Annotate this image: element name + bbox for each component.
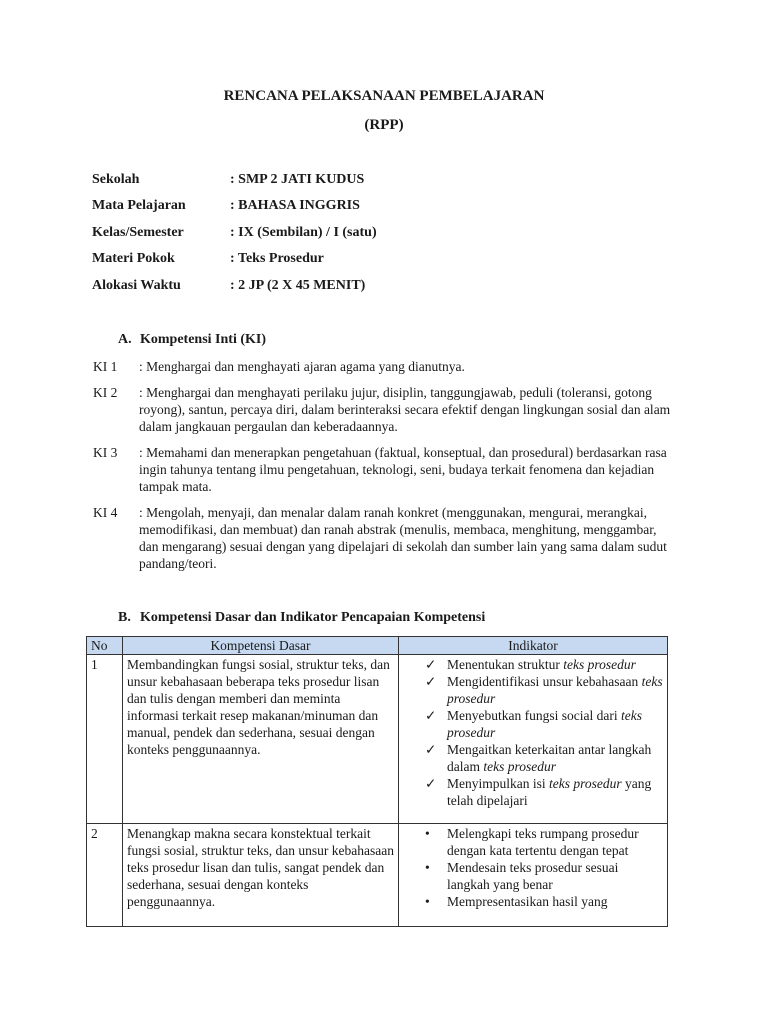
indicator-list	[403, 825, 663, 910]
document-subtitle: (RPP)	[364, 117, 404, 133]
bullet-icon: •	[425, 894, 430, 909]
indicator-item: ✓ Mengidentifikasi unsur kebahasaan teks prosedur	[425, 674, 663, 706]
header-no: No	[87, 637, 123, 655]
bullet-icon: •	[425, 826, 430, 841]
indicator-cell	[399, 824, 668, 927]
indicator-item: ✓ Menentukan struktur teks prosedur	[425, 657, 636, 672]
info-value: : SMP 2 JATI KUDUS	[230, 172, 365, 187]
check-icon: ✓	[425, 674, 437, 689]
ki-code: KI 2	[93, 385, 118, 400]
info-label: Kelas/Semester	[92, 225, 184, 240]
info-row-time	[92, 278, 365, 294]
section-letter: A.	[118, 332, 132, 347]
competency-table	[86, 636, 668, 927]
ki-text: : Memahami dan menerapkan pengetahuan (faktual, konseptual, dan prosedural) berdasarkan rasa ingin tahunya tentang ilmu pengetahuan, teknologi, seni, budaya terkait fenomena dan kejadian tampak mata.	[139, 445, 667, 494]
ki-code: KI 4	[93, 505, 118, 520]
info-row-subject	[92, 198, 360, 214]
indicator-item: • Mempresentasikan hasil yang	[425, 894, 608, 909]
header-kompetensi-dasar: Kompetensi Dasar	[123, 637, 399, 655]
ki-code: KI 1	[93, 359, 118, 374]
indicator-item: ✓ Mengaitkan keterkaitan antar langkah dalam teks prosedur	[425, 742, 652, 774]
section-a-heading	[118, 332, 266, 348]
ki-item	[93, 504, 673, 572]
section-title: Kompetensi Dasar dan Indikator Pencapaian Kompetensi	[140, 610, 486, 625]
bullet-icon: •	[425, 860, 430, 875]
info-value: : Teks Prosedur	[230, 251, 324, 266]
info-value: : BAHASA INGGRIS	[230, 198, 360, 213]
indicator-item: ✓ Menyebutkan fungsi social dari teks prosedur	[425, 708, 642, 740]
indicator-list	[403, 656, 663, 809]
ki-item	[93, 358, 673, 375]
info-label: Sekolah	[92, 172, 140, 187]
table-row	[87, 655, 668, 824]
ki-text: : Mengolah, menyaji, dan menalar dalam ranah konkret (menggunakan, mengurai, merangkai, memodifikasi, dan membuat) dan ranah abstrak (menulis, membaca, menghitung, menggambar, dan mengarang) sesuai dengan yang dipelajari di sekolah dan sumber lain yang sama dalam sudut pandang/teori.	[139, 505, 667, 571]
indicator-item: • Mendesain teks prosedur sesuai langkah yang benar	[425, 860, 619, 892]
row-number: 1	[87, 655, 123, 824]
indicator-cell	[399, 655, 668, 824]
table-header-row	[87, 637, 668, 655]
check-icon: ✓	[425, 742, 437, 757]
section-letter: B.	[118, 610, 131, 625]
header-indikator: Indikator	[399, 637, 668, 655]
kd-text: Membandingkan fungsi sosial, struktur teks, dan unsur kebahasaan beberapa teks prosedur lisan dan tulis dengan memberi dan meminta informasi terkait resep makanan/minuman dan manual, pendek dan sederhana, sesuai dengan konteks penggunaannya.	[123, 655, 399, 824]
ki-item	[93, 384, 673, 435]
row-number: 2	[87, 824, 123, 927]
section-b-heading	[118, 610, 485, 626]
info-row-school	[92, 172, 364, 188]
ki-text: : Menghargai dan menghayati perilaku jujur, disiplin, tanggungjawab, peduli (toleransi, gotong royong), santun, percaya diri, dalam berinteraksi secara efektif dengan lingkungan sosial dan alam dalam jangkauan pergaulan dan keberadaannya.	[139, 385, 671, 434]
indicator-item: ✓ Menyimpulkan isi teks prosedur yang telah dipelajari	[425, 776, 652, 808]
info-label: Materi Pokok	[92, 251, 175, 266]
info-value: : 2 JP (2 X 45 MENIT)	[230, 278, 366, 293]
table-row	[87, 824, 668, 927]
ki-code: KI 3	[93, 445, 118, 460]
check-icon: ✓	[425, 776, 437, 791]
info-row-class	[92, 225, 377, 241]
info-label: Alokasi Waktu	[92, 278, 181, 293]
kd-text: Menangkap makna secara konstektual terkait fungsi sosial, struktur teks, dan unsur kebahasaan teks prosedur lisan dan tulis, sangat pendek dan sederhana, sesuai dengan konteks penggunaannya.	[123, 824, 399, 927]
info-value: : IX (Sembilan) / I (satu)	[230, 225, 377, 240]
document-title: RENCANA PELAKSANAAN PEMBELAJARAN	[223, 88, 545, 104]
info-label: Mata Pelajaran	[92, 198, 186, 213]
check-icon: ✓	[425, 708, 437, 723]
section-title: Kompetensi Inti (KI)	[140, 332, 266, 347]
check-icon: ✓	[425, 657, 437, 672]
indicator-item: • Melengkapi teks rumpang prosedur dengan kata tertentu dengan tepat	[425, 826, 639, 858]
ki-item	[93, 444, 673, 495]
info-row-topic	[92, 251, 324, 267]
ki-text: : Menghargai dan menghayati ajaran agama yang dianutnya.	[139, 359, 465, 374]
